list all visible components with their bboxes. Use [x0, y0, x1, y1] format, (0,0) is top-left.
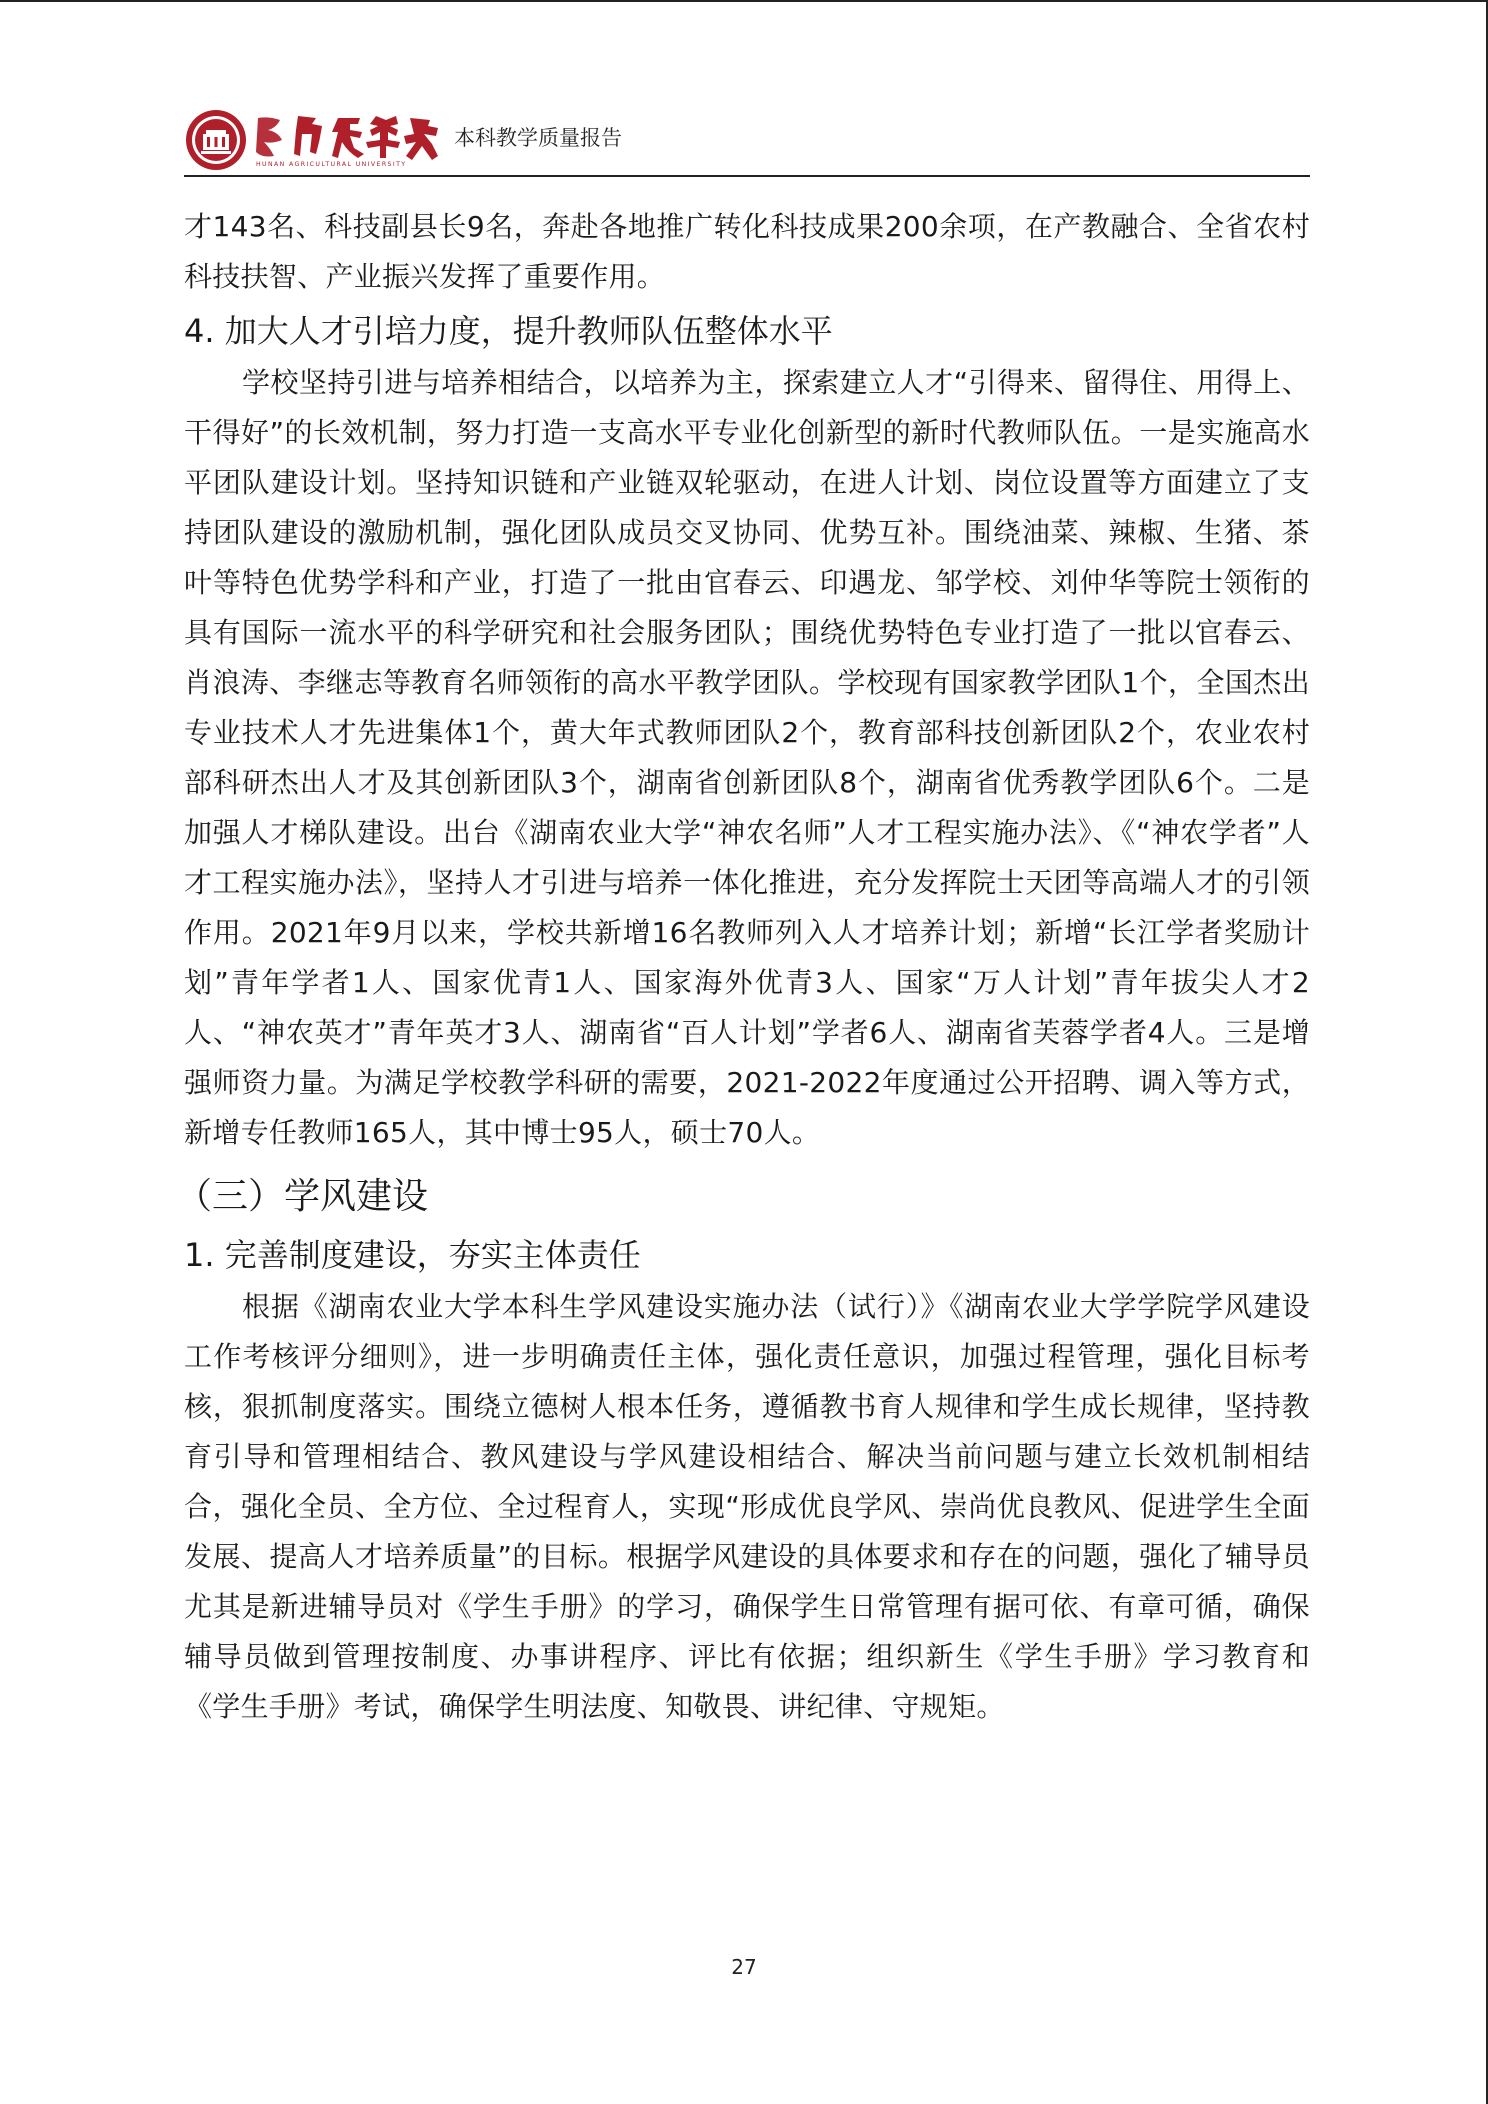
- report-title: 本科教学质量报告: [454, 126, 622, 150]
- main-content: [176, 202, 1310, 1732]
- page-header: [184, 104, 1310, 176]
- section-heading-study-style: （三）学风建设: [176, 1176, 429, 1217]
- paragraph-talent-introduction: 学校坚持引进与培养相结合，以培养为主，探索建立人才“引得来、留得住、用得上、干得好”的长效机制，努力打造一支高水平专业化创新型的新时代教师队伍。一是实施高水平团队建设计划。坚持知识链和产业链双轮驱动，在进人计划、岗位设置等方面建立了支持团队建设的激励机制，强化团队成员交叉协同、优势互补。围绕油菜、辣椒、生猪、茶叶等特色优势学科和产业，打造了一批由官春云、印遇龙、邹学校、刘仲华等院士领衔的具有国际一流水平的科学研究和社会服务团队；围绕优势特色专业打造了一批以官春云、肖浪涛、李继志等教育名师领衔的高水平教学团队。学校现有国家教学团队1个，全国杰出专业技术人才先进集体1个，黄大年式教师团队2个，教育部科技创新团队2个，农业农村部科研杰出人才及其创新团队3个，湖南省创新团队8个，湖南省优秀教学团队6个。二是加强人才梯队建设。出台《湖南农业大学“神农名师”人才工程实施办法》、《“神农学者”人才工程实施办法》，坚持人才引进与培养一体化推进，充分发挥院士天团等高端人才的引领作用。2021年9月以来，学校共新增16名教师列入人才培养计划；新增“长江学者奖励计划”青年学者1人、国家优青1人、国家海外优青3人、国家“万人计划”青年拔尖人才2人、“神农英才”青年英才3人、湖南省“百人计划”学者6人、湖南省芙蓉学者4人。三是增强师资力量。为满足学校教学科研的需要，2021-2022年度通过公开招聘、调入等方式，新增专任教师165人，其中博士95人，硕士70人。: [184, 366, 1310, 1149]
- svg-text:HUNAN AGRICULTURAL UNIVERSITY: HUNAN AGRICULTURAL UNIVERSITY: [256, 161, 407, 168]
- page-border-top: [0, 0, 1488, 2]
- heading-system-building: 1. 完善制度建设，夯实主体责任: [184, 1236, 641, 1274]
- header-rule: [184, 175, 1310, 177]
- heading-talent-introduction: 4. 加大人才引培力度，提升教师队伍整体水平: [184, 312, 833, 350]
- page-number: 27: [731, 1955, 757, 1979]
- paragraph-system-building: 根据《湖南农业大学本科生学风建设实施办法（试行）》《湖南农业大学学院学风建设工作考核评分细则》，进一步明确责任主体，强化责任意识，加强过程管理，强化目标考核，狠抓制度落实。围绕立德树人根本任务，遵循教书育人规律和学生成长规律，坚持教育引导和管理相结合、教风建设与学风建设相结合、解决当前问题与建立长效机制相结合，强化全员、全方位、全过程育人，实现“形成优良学风、崇尚优良教风、促进学生全面发展、提高人才培养质量”的目标。根据学风建设的具体要求和存在的问题，强化了辅导员尤其是新进辅导员对《学生手册》的学习，确保学生日常管理有据可依、有章可循，确保辅导员做到管理按制度、办事讲程序、评比有依据；组织新生《学生手册》学习教育和《学生手册》考试，确保学生明法度、知敬畏、讲纪律、守规矩。: [184, 1290, 1310, 1723]
- university-calligraphy-logo: [254, 112, 444, 168]
- paragraph-continued: 才143名、科技副县长9名，奔赴各地推广转化科技成果200余项，在产教融合、全省农村科技扶智、产业振兴发挥了重要作用。: [184, 210, 1310, 293]
- university-seal-icon: [184, 108, 248, 172]
